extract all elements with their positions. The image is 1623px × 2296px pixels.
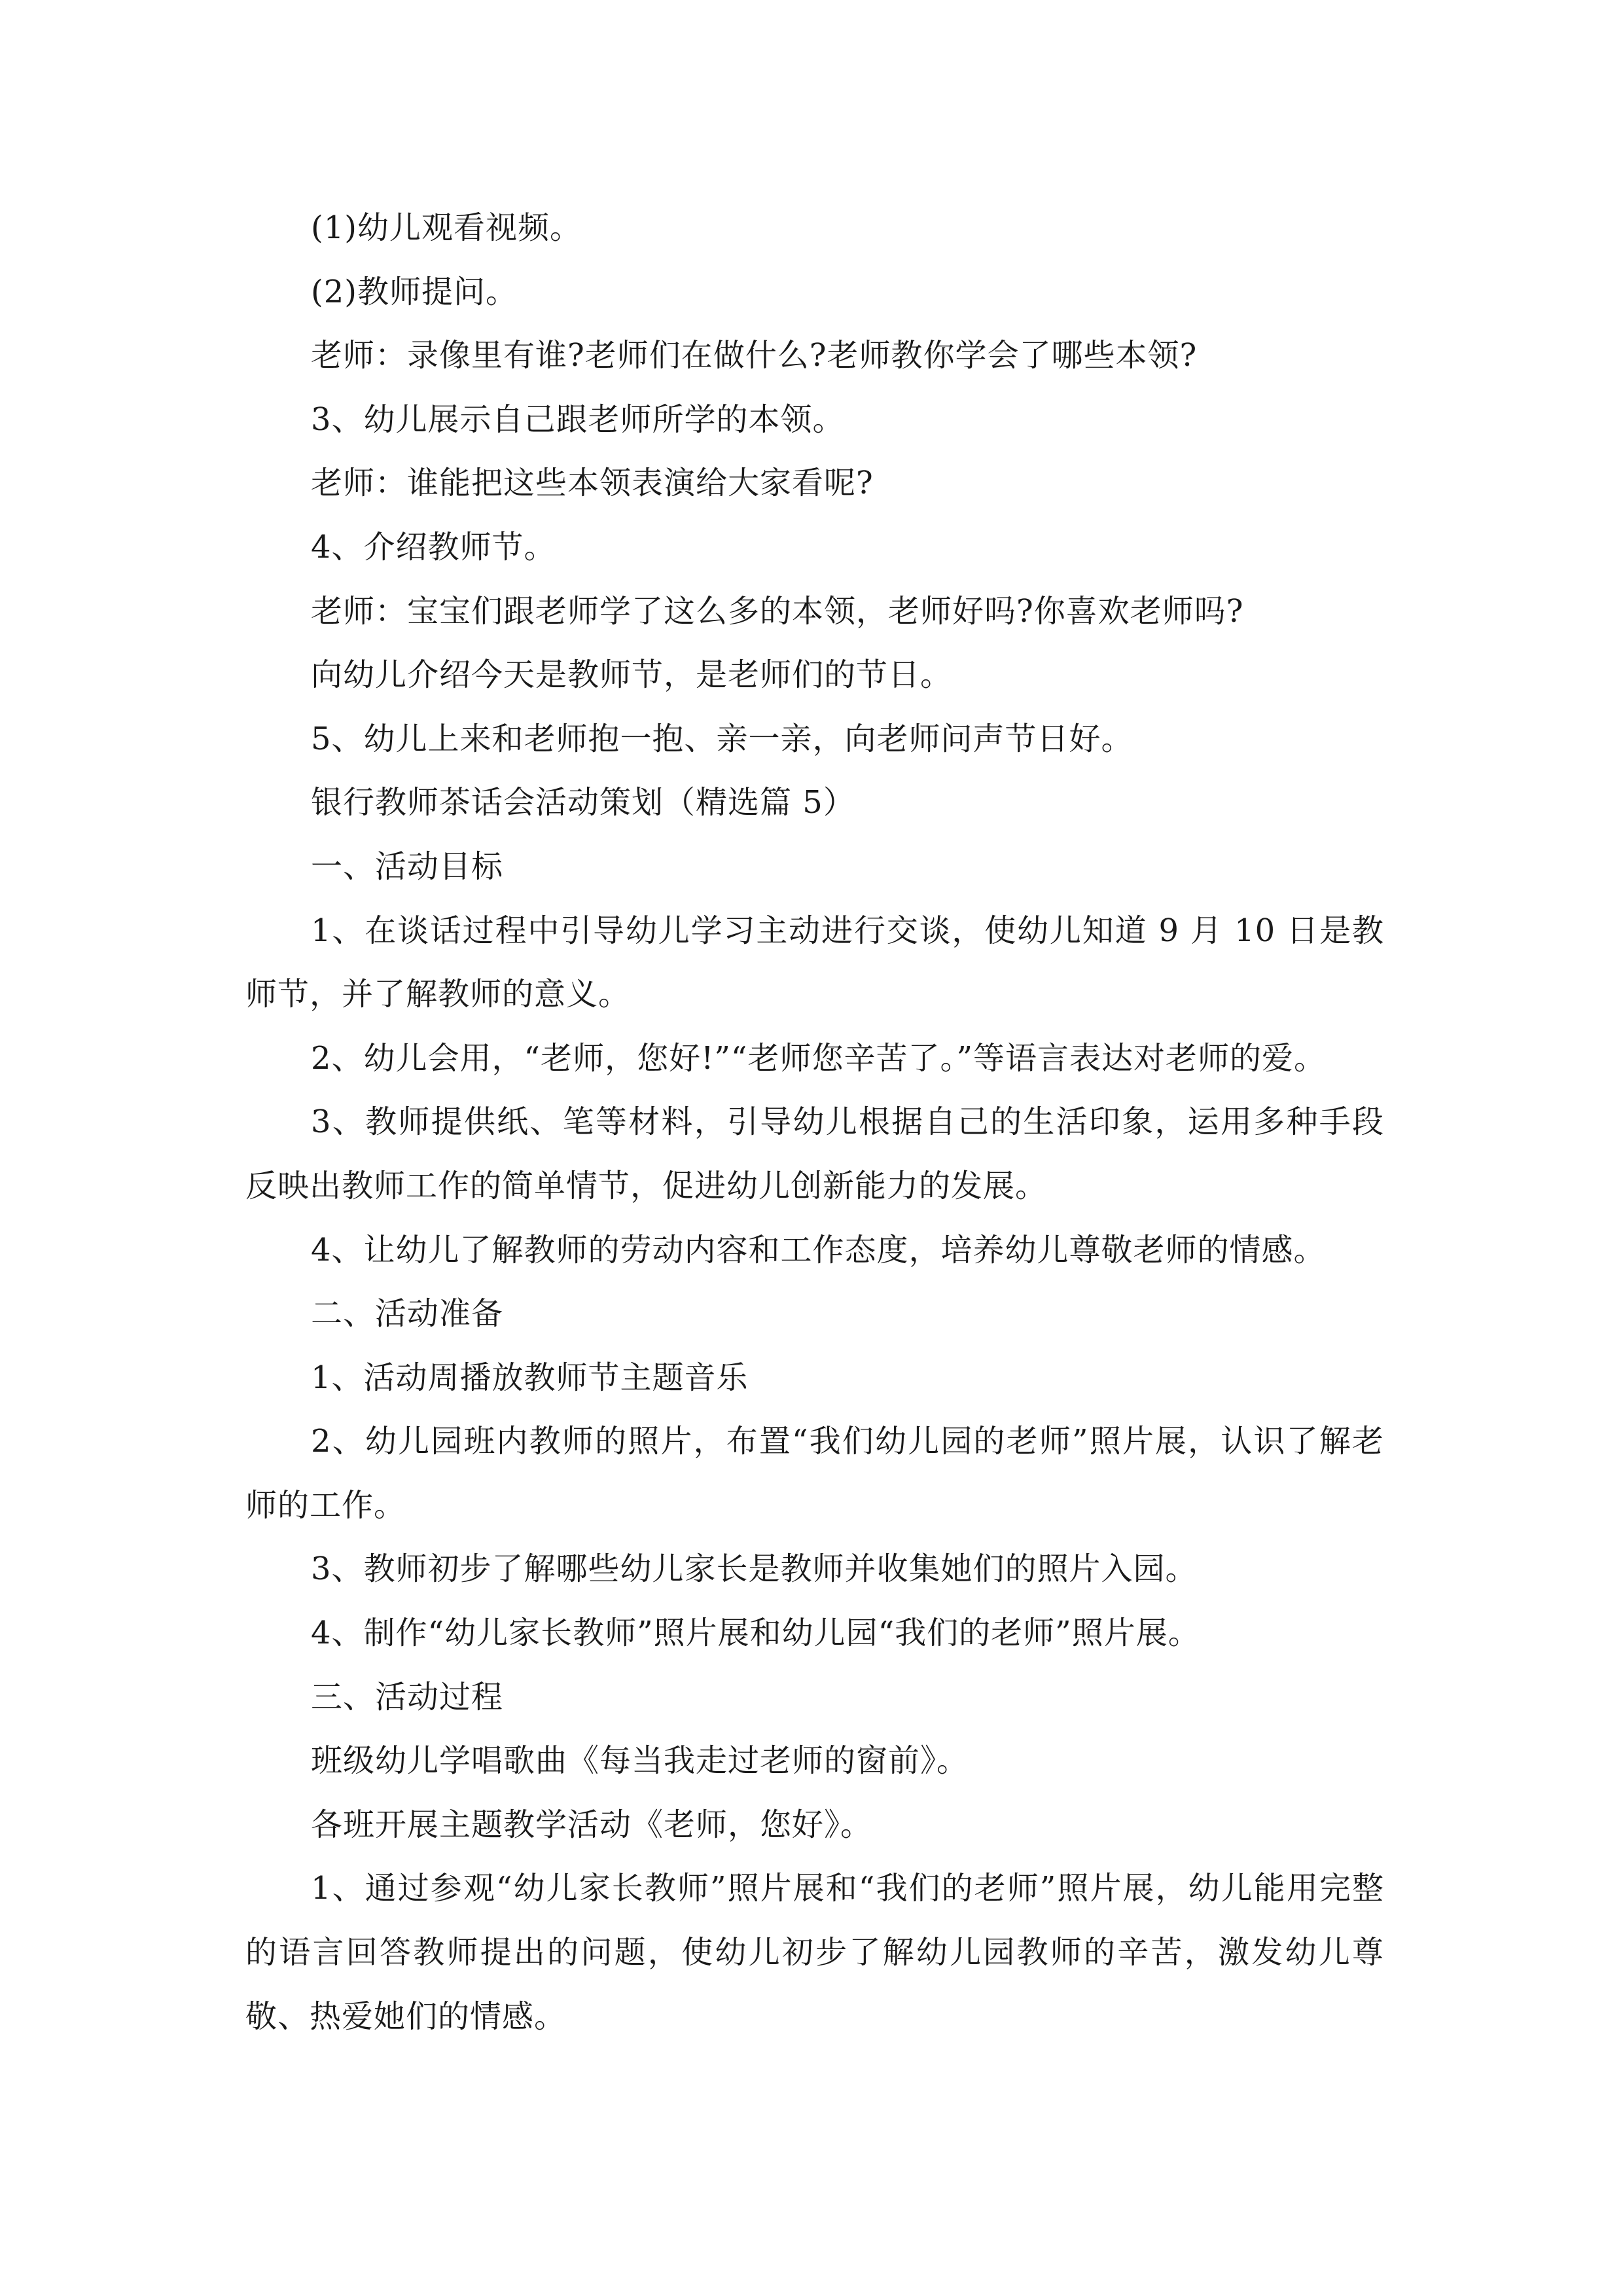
section-heading: 一、活动目标 [311,848,504,885]
paragraph: 4、让幼儿了解教师的劳动内容和工作态度，培养幼儿尊敬老师的情感。 [311,1231,1326,1268]
paragraph: 2、幼儿园班内教师的照片，布置“我们幼儿园的老师”照片展，认识了解老师的工作。 [245,1423,1384,1524]
paragraph: 1、通过参观“幼儿家长教师”照片展和“我们的老师”照片展，幼儿能用完整的语言回答教师提出的问题，使幼儿初步了解幼儿园教师的辛苦，激发幼儿尊敬、热爱她们的情感。 [245,1870,1384,2035]
paragraph: 老师：宝宝们跟老师学了这么多的本领，老师好吗?你喜欢老师吗? [311,592,1244,630]
paragraph: 4、介绍教师节。 [311,528,556,565]
paragraph: 1、在谈话过程中引导幼儿学习主动进行交谈，使幼儿知道 9 月 10 日是教师节，并了解教师的意义。 [245,912,1384,1013]
paragraph: 2、幼儿会用，“老师，您好!”“老师您辛苦了。”等语言表达对老师的爱。 [311,1039,1326,1077]
document-body [245,196,1384,2049]
paragraph: 老师：录像里有谁?老师们在做什么?老师教你学会了哪些本领? [311,337,1198,374]
paragraph: 5、幼儿上来和老师抱一抱、亲一亲，向老师问声节日好。 [311,720,1133,757]
section-heading: 二、活动准备 [311,1295,504,1333]
paragraph: 班级幼儿学唱歌曲《每当我走过老师的窗前》。 [311,1742,969,1780]
paragraph: (1)幼儿观看视频。 [311,209,582,246]
paragraph: 3、幼儿展示自己跟老师所学的本领。 [311,401,845,438]
paragraph: 4、制作“幼儿家长教师”照片展和幼儿园“我们的老师”照片展。 [311,1615,1200,1652]
paragraph: 1、活动周播放教师节主题音乐 [311,1359,749,1396]
paragraph: 各班开展主题教学活动《老师，您好》。 [311,1806,873,1843]
section-heading: 三、活动过程 [311,1678,504,1715]
section-title: 银行教师茶话会活动策划（精选篇 5） [311,784,855,821]
paragraph: 向幼儿介绍今天是教师节，是老师们的节日。 [311,656,953,694]
paragraph: 3、教师提供纸、笔等材料，引导幼儿根据自己的生活印象，运用多种手段反映出教师工作的简单情节，促进幼儿创新能力的发展。 [245,1103,1384,1204]
paragraph: (2)教师提问。 [311,273,518,310]
paragraph: 老师：谁能把这些本领表演给大家看呢? [311,465,874,502]
paragraph: 3、教师初步了解哪些幼儿家长是教师并收集她们的照片入园。 [311,1551,1198,1588]
